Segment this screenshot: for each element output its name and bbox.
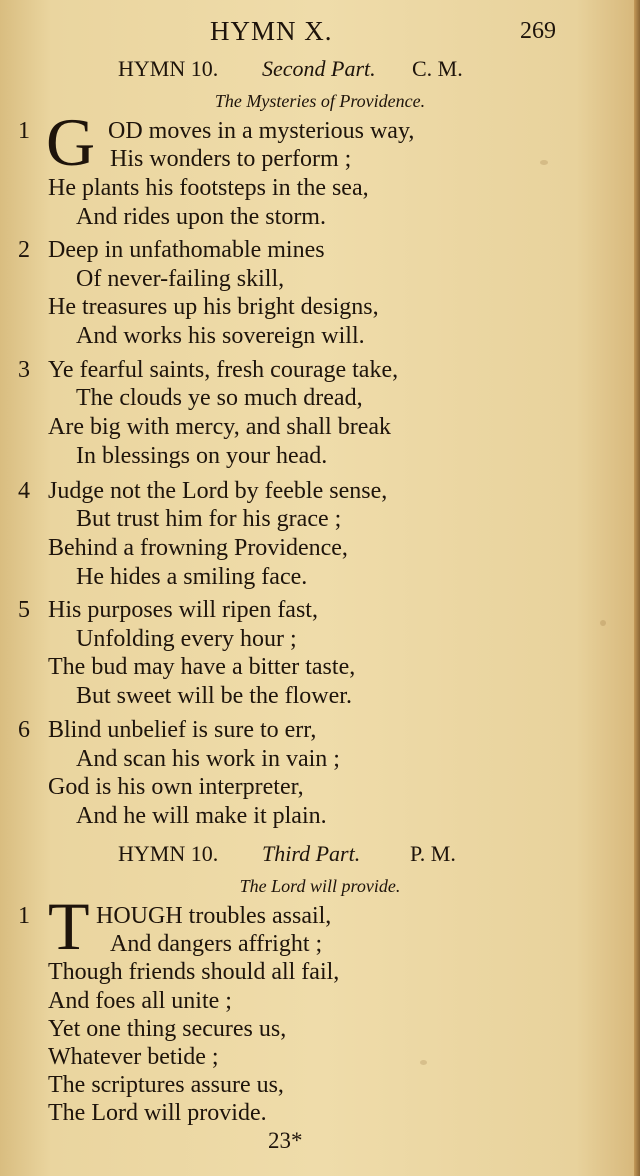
verse-number: 3 <box>18 357 30 383</box>
hymn-line: Judge not the Lord by feeble sense, <box>48 478 388 504</box>
hymn-number: HYMN 10. <box>118 841 219 866</box>
hymn-meter: P. M. <box>410 841 456 866</box>
page-number: 269 <box>520 18 556 44</box>
hymn-line: And scan his work in vain ; <box>76 746 340 772</box>
hymn-line: Of never-failing skill, <box>76 266 285 292</box>
hymn-line: And works his sovereign will. <box>76 323 365 349</box>
hymn-line: Deep in unfathomable mines <box>48 237 325 263</box>
hymn-subtitle: The Lord will provide. <box>239 876 401 896</box>
verse-number: 1 <box>18 903 30 929</box>
hymn-number: HYMN 10. <box>118 56 219 81</box>
hymn-line: The scriptures assure us, <box>48 1072 284 1098</box>
hymn-line: His wonders to perform ; <box>110 146 352 172</box>
signature-mark: 23* <box>268 1128 303 1153</box>
paper-speck <box>540 160 548 165</box>
running-head <box>0 14 640 50</box>
hymn-line: The Lord will provide. <box>48 1100 267 1126</box>
hymn-line: Are big with mercy, and shall break <box>48 414 391 440</box>
hymn-line: And rides upon the storm. <box>76 204 326 230</box>
hymn-line: God is his own interpreter, <box>48 774 304 800</box>
hymn-line: He treasures up his bright designs, <box>48 294 379 320</box>
hymn-line: And dangers affright ; <box>110 931 323 957</box>
hymn-part: Third Part. <box>262 841 361 866</box>
hymn-line: And he will make it plain. <box>76 803 327 829</box>
hymn-line: And foes all unite ; <box>48 988 232 1014</box>
hymn-heading <box>0 56 640 86</box>
hymn-line: Blind unbelief is sure to err, <box>48 717 317 743</box>
verse-number: 4 <box>18 478 30 504</box>
paper-speck <box>600 620 606 626</box>
hymn-line: Yet one thing secures us, <box>48 1016 287 1042</box>
drop-cap: G <box>46 104 96 180</box>
hymn-line: But trust him for his grace ; <box>76 506 342 532</box>
hymn-subtitle: The Mysteries of Providence. <box>214 91 426 111</box>
hymn-line: The clouds ye so much dread, <box>76 385 363 411</box>
hymn-line: He hides a smiling face. <box>76 564 308 590</box>
verse-number: 2 <box>18 237 30 263</box>
hymn-line: HOUGH troubles assail, <box>96 903 332 929</box>
hymn-line: The bud may have a bitter taste, <box>48 654 356 680</box>
page-edge <box>634 0 640 1176</box>
hymn-line: Unfolding every hour ; <box>76 626 297 652</box>
hymn-line: Though friends should all fail, <box>48 959 340 985</box>
hymn-line: OD moves in a mysterious way, <box>108 118 415 144</box>
paper-speck <box>420 1060 427 1065</box>
drop-cap: T <box>48 888 90 964</box>
hymn-part: Second Part. <box>262 56 376 81</box>
hymn-line: His purposes will ripen fast, <box>48 597 318 623</box>
hymn-line: Whatever betide ; <box>48 1044 219 1070</box>
verse-number: 1 <box>18 118 30 144</box>
verse-number: 5 <box>18 597 30 623</box>
running-head-title: HYMN X. <box>210 16 333 46</box>
hymn-meter: C. M. <box>412 56 463 81</box>
hymn-line: He plants his footsteps in the sea, <box>48 175 369 201</box>
hymn-line: Behind a frowning Providence, <box>48 535 348 561</box>
hymn-line: In blessings on your head. <box>76 443 328 469</box>
hymn-heading <box>0 841 640 871</box>
hymn-line: But sweet will be the flower. <box>76 683 352 709</box>
hymn-line: Ye fearful saints, fresh courage take, <box>48 357 399 383</box>
verse-number: 6 <box>18 717 30 743</box>
